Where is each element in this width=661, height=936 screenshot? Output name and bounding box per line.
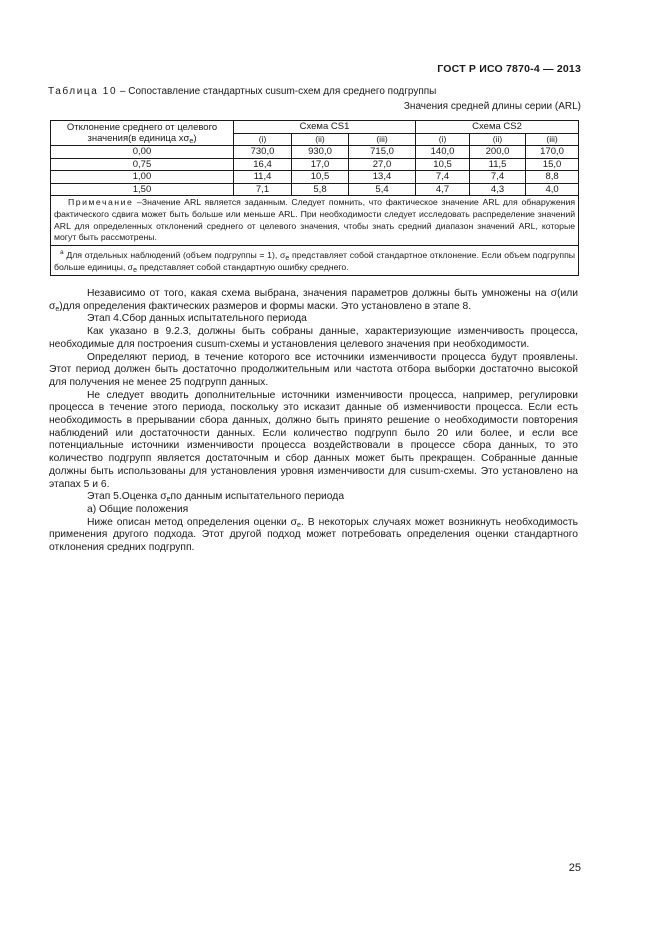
- table-cell: 10,5: [292, 171, 349, 184]
- table-note: [51, 196, 579, 246]
- note-label: Примечание: [68, 197, 134, 207]
- paragraph-text: Ниже описан метод определения оценки σ: [87, 516, 298, 528]
- footnote-sub-1: e: [285, 255, 290, 263]
- table-cell: 7,4: [416, 171, 470, 184]
- paragraph: Определяют период, в течение которого все источники изменчивости процесса будут проявлены. Этот период должен быть достаточно продолжительным или частота отбора выборки достаточно высокой для получения не менее 25 подгрупп данных.: [49, 351, 578, 388]
- document-header: ГОСТ Р ИСО 7870-4 — 2013: [437, 63, 581, 75]
- table-cell: 11,5: [470, 158, 526, 171]
- table-row: [51, 146, 579, 159]
- table-cell: 1,50: [51, 183, 234, 196]
- deviation-header-sub: e: [189, 138, 194, 145]
- footnote-text-3: представляет собой стандартную ошибку среднего.: [136, 261, 349, 272]
- step-heading: [49, 491, 578, 504]
- table-cell: 7,4: [470, 171, 526, 184]
- footnote-mark: a: [60, 249, 64, 257]
- table-row: [51, 171, 579, 184]
- deviation-header-close: ): [193, 133, 197, 144]
- paragraph: Не следует вводить дополнительные источники изменчивости процесса, например, регулировки процесса в течение этого периода, поскольку это исказит данные об изменчивости процесса. Если есть необходимость в прерывании сбора данных, должно быть принято решение о необходимости повторения наблюдений или достаточности данных. Если количество подгрупп было 20 или более, и если все потенциальные источники изменчивости процесса воздействовали в процессе сбора данных, то это количество подгрупп является достаточным и сбор данных может быть прекращен. Собранные данные должны быть использованы для установления уровня изменчивости для cusum-схемы. Это установлено на этапах 5 и 6.: [49, 389, 578, 490]
- subcol-header: (ii): [292, 133, 349, 146]
- footnote-text-1: Для отдельных наблюдений (объем подгруппы = 1), σ: [63, 250, 286, 261]
- body-text: [49, 288, 578, 555]
- paragraph: Как указано в 9.2.3, должны быть собраны данные, характеризующие изменчивость процесса, необходимые для построения cusum-схемы и установления целевого значения при необходимости.: [49, 326, 578, 350]
- table-cell: 4,0: [526, 183, 579, 196]
- table-cell: 715,0: [349, 146, 416, 159]
- paragraph-text: )для определения фактических размеров и формы маски. Это установлено в этапе 8.: [59, 300, 472, 312]
- table-cell: 15,0: [526, 158, 579, 171]
- note-text: –Значение ARL является заданным. Следует помнить, что фактическое значение ARL для обнаружения фактического сдвига может быть больше или меньше ARL. При необходимости следует исследовать распределение значений ARL для определенных отклонений среднего от целевого значения, чтобы знать средний диапазон значений ARL, которые могут быть рассмотрены.: [54, 197, 576, 243]
- table-cell: 0,00: [51, 146, 234, 159]
- table-cell: 7,1: [234, 183, 292, 196]
- table-footnote: [51, 246, 579, 275]
- table-cell: 17,0: [292, 158, 349, 171]
- subcol-header: (ii): [470, 133, 526, 146]
- table-cell: 1,00: [51, 171, 234, 184]
- paragraph-text: . В некоторых случаях может возникнуть необходимость применения другого подхода. Этот другой подход может потребовать определения оценки стандартного отклонения средних подгрупп.: [49, 516, 578, 554]
- table-cell: 4,3: [470, 183, 526, 196]
- deviation-column-header: [51, 121, 234, 146]
- table-cell: 8,8: [526, 171, 579, 184]
- table-cell: 5,8: [292, 183, 349, 196]
- page-number: 25: [568, 862, 581, 874]
- paragraph-text: Этап 5.Оценка σ: [87, 491, 167, 503]
- paragraph: [49, 288, 578, 313]
- scheme-cs1-header: Схема CS1: [234, 121, 416, 134]
- footnote-text-2: представляет собой стандартное отклонение. Если объем подгруппы больше единицы, σ: [54, 250, 576, 272]
- table-row: [51, 158, 579, 171]
- subcol-header: (iii): [349, 133, 416, 146]
- table-cell: 930,0: [292, 146, 349, 159]
- paragraph-text: по данным испытательного периода: [170, 491, 345, 503]
- table-cell: 0,75: [51, 158, 234, 171]
- table-subtitle: Значения средней длины серии (ARL): [403, 101, 581, 112]
- scheme-cs2-header: Схема CS2: [416, 121, 579, 134]
- table-cell: 4,7: [416, 183, 470, 196]
- table-row: [51, 183, 579, 196]
- sigma-subscript: e: [55, 305, 60, 313]
- table-caption-title: – Сопоставление стандартных cusum-схем для среднего подгруппы: [117, 86, 437, 97]
- table-cell: 16,4: [234, 158, 292, 171]
- paragraph-text: Независимо от того, какая схема выбрана, значения параметров должны быть умножены на σ(или σ: [49, 288, 578, 312]
- table-cell: 140,0: [416, 146, 470, 159]
- sigma-subscript: e: [166, 496, 171, 504]
- footnote-sub-2: e: [133, 266, 137, 274]
- subcol-header: (i): [234, 133, 292, 146]
- subsection-heading: а) Общие положения: [87, 503, 189, 515]
- table-cell: 13,4: [349, 171, 416, 184]
- comparison-table: [50, 120, 579, 276]
- paragraph: [49, 517, 578, 555]
- table-cell: 200,0: [470, 146, 526, 159]
- deviation-header-text: Отклонение среднего от целевого значения(в единица xσ: [66, 122, 218, 144]
- table-cell: 170,0: [526, 146, 579, 159]
- table-cell: 730,0: [234, 146, 292, 159]
- subcol-header: (i): [416, 133, 470, 146]
- table-caption-label: Таблица 10: [48, 86, 118, 97]
- table-cell: 11,4: [234, 171, 292, 184]
- sigma-subscript: e: [297, 521, 301, 529]
- table-cell: 10,5: [416, 158, 470, 171]
- table-cell: 27,0: [349, 158, 416, 171]
- table-caption: [48, 86, 436, 97]
- step-heading: Этап 4.Сбор данных испытательного периода: [87, 313, 307, 325]
- table-cell: 5,4: [349, 183, 416, 196]
- subcol-header: (iii): [526, 133, 579, 146]
